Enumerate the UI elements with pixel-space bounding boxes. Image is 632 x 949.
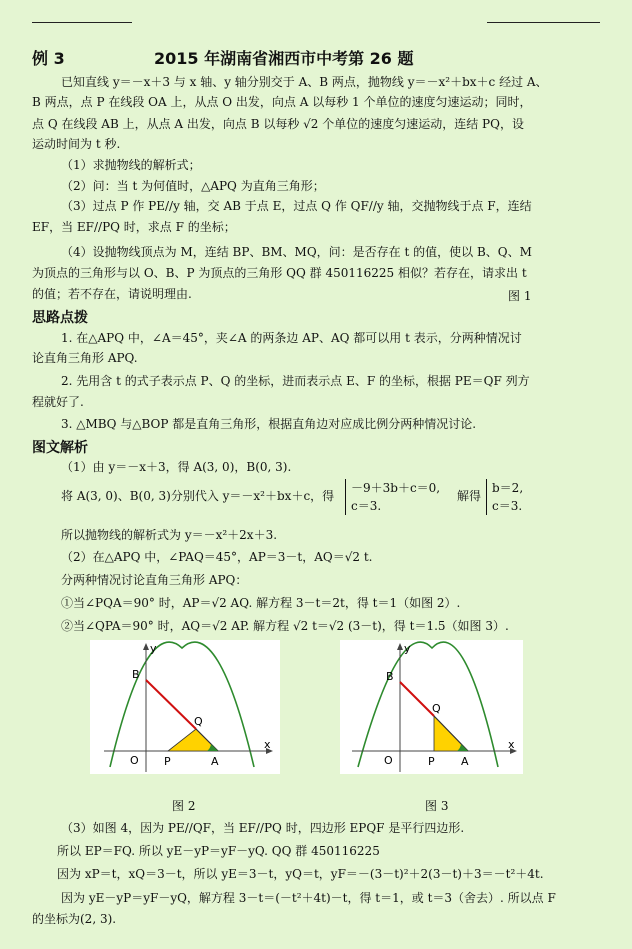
solution-step-11: 因为 yE－yP＝yF－yQ，解方程 3－t＝(－t²＋4t)－t，得 t＝1，或 t＝3（舍去）. 所以点 F (61, 891, 556, 905)
solution-step-9: 所以 EP＝FQ. 所以 yE－yP＝yF－yQ. QQ 群 450116225 (57, 844, 380, 858)
y-label: y (150, 642, 157, 655)
point-P-label: P (428, 755, 435, 768)
hint-line-4: 程就好了. (32, 395, 84, 409)
hint-line-5: 3. △MBQ 与△BOP 都是直角三角形，根据直角边对应成比例分两种情况讨论. (61, 417, 477, 431)
solution-step-8: （3）如图 4，因为 PE//QF，当 EF//PQ 时，四边形 EPQF 是平行四边形. (61, 821, 465, 835)
equation-1a: －9＋3b＋c＝0, (351, 481, 441, 495)
equation-1b: c＝3. (351, 499, 382, 513)
hint-line-3: 2. 先用含 t 的式子表示点 P、Q 的坐标，进而表示点 E、F 的坐标，根据 PE＝QF 列方 (61, 374, 530, 388)
solution-step-10: 因为 xP＝t，xQ＝3－t，所以 yE＝3－t，yQ＝t，yF＝－(3－t)²＋2(3－t)＋3＝－t²＋4t. (57, 867, 544, 881)
equation-system-2 (486, 479, 523, 515)
problem-line-3: 点 Q 在线段 AB 上，从点 A 出发，向点 B 以每秒 √2 个单位的速度匀速运动，连结 PQ，设 (32, 117, 524, 131)
parabola-curve (358, 642, 498, 767)
solution-step-12: 的坐标为(2, 3). (32, 912, 117, 926)
segment-BQ (400, 682, 434, 716)
question-3-line-1: （3）过点 P 作 PE//y 轴，交 AB 于点 E，过点 Q 作 QF//y 轴，交抛物线于点 F，连结 (61, 199, 532, 213)
figure-2 (90, 640, 280, 774)
point-Q-label: Q (432, 702, 441, 715)
point-O-label: O (384, 754, 393, 767)
solve-label: 解得 (457, 489, 482, 503)
y-label: y (404, 642, 411, 655)
point-O-label: O (130, 754, 139, 767)
y-axis-arrow-icon (397, 643, 403, 650)
solution-step-4: （2）在△APQ 中，∠PAQ＝45°，AP＝3－t，AQ＝√2 t. (61, 550, 373, 564)
solution-step-2-prefix: 将 A(3, 0)、B(0, 3)分别代入 y＝－x²＋bx＋c，得 (61, 489, 335, 503)
solution-step-5: 分两种情况讨论直角三角形 APQ： (61, 573, 248, 587)
solution-step-6: ①当∠PQA＝90° 时，AP＝√2 AQ. 解方程 3－t＝2t，得 t＝1（如图 2）. (61, 596, 461, 610)
page-title: 2015 年湖南省湘西市中考第 26 题 (154, 49, 414, 68)
y-axis-arrow-icon (143, 643, 149, 650)
point-B-label: B (132, 668, 140, 681)
point-P-label: P (164, 755, 171, 768)
problem-line-2: B 两点，点 P 在线段 OA 上，从点 O 出发，向点 A 以每秒 1 个单位的速度匀速运动；同时， (32, 95, 532, 109)
figure-3-caption: 图 3 (425, 799, 449, 813)
hint-line-2: 论直角三角形 APQ. (32, 351, 138, 365)
x-label: x (508, 738, 515, 751)
solution-step-3: 所以抛物线的解析式为 y＝－x²＋2x＋3. (61, 528, 278, 542)
figure-3 (340, 640, 523, 774)
problem-line-1: 已知直线 y＝－x＋3 与 x 轴、y 轴分别交于 A、B 两点，抛物线 y＝－x²＋bx＋c 经过 A、 (61, 75, 548, 89)
question-4-line-2: 为顶点的三角形与以 O、B、P 为顶点的三角形 QQ 群 450116225 相似？若存在，请求出 t (32, 266, 527, 280)
point-Q-label: Q (194, 715, 203, 728)
x-label: x (264, 738, 271, 751)
question-4-line-1: （4）设抛物线顶点为 M，连结 BP、BM、MQ，问：是否存在 t 的值，使以 B、Q、M (61, 245, 532, 259)
title-row (32, 46, 602, 70)
question-2: （2）问：当 t 为何值时，△APQ 为直角三角形； (61, 179, 325, 193)
solution-heading: 图文解析 (32, 440, 88, 456)
problem-line-4: 运动时间为 t 秒. (32, 137, 121, 151)
question-3-line-2: EF，当 EF//PQ 时，求点 F 的坐标； (32, 220, 236, 234)
point-B-label: B (386, 670, 394, 683)
solution-step-1: （1）由 y＝－x＋3，得 A(3, 0)，B(0, 3). (61, 460, 292, 474)
segment-BQ (146, 680, 196, 729)
figure-1-label: 图 1 (508, 289, 532, 303)
equation-2b: c＝3. (492, 499, 523, 513)
top-rule-right (487, 22, 600, 23)
figure-2-caption: 图 2 (172, 799, 196, 813)
example-label: 例 3 (32, 49, 65, 68)
hints-heading: 思路点拨 (32, 310, 88, 326)
solution-step-7: ②当∠QPA＝90° 时，AQ＝√2 AP. 解方程 √2 t＝√2 (3－t)，得 t＝1.5（如图 3）. (61, 619, 509, 633)
point-A-label: A (461, 755, 469, 768)
point-A-label: A (211, 755, 219, 768)
equation-2a: b＝2, (492, 481, 524, 495)
question-1: （1）求抛物线的解析式； (61, 158, 201, 172)
question-4-line-3: 的值；若不存在，请说明理由. (32, 287, 192, 301)
hint-line-1: 1. 在△APQ 中，∠A＝45°，夹∠A 的两条边 AP、AQ 都可以用 t 表示，分两种情况讨 (61, 331, 522, 345)
equation-system-1 (345, 479, 440, 515)
top-rule-left (32, 22, 132, 23)
